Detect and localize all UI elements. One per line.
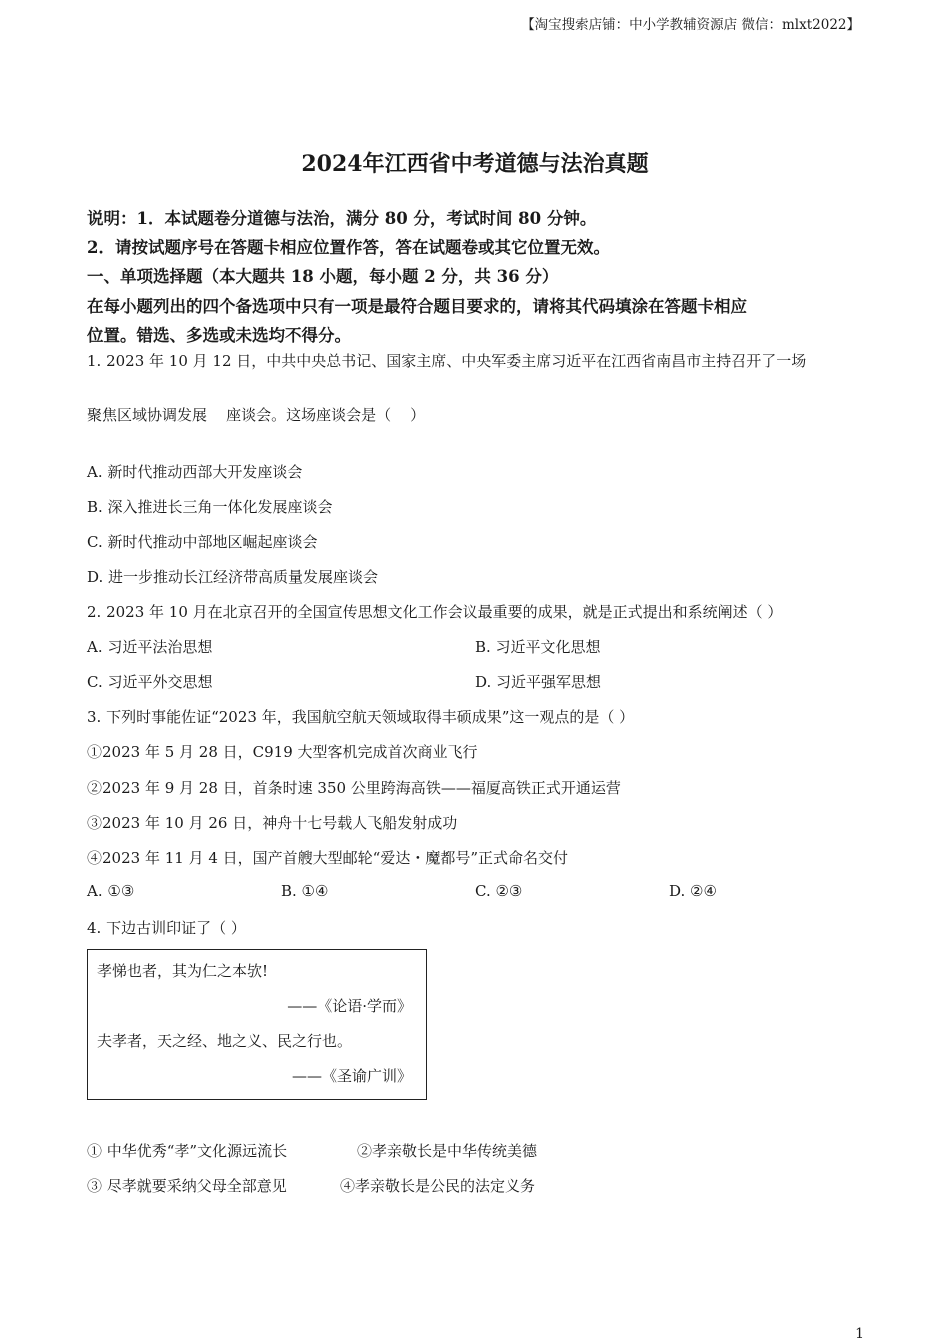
section-heading: 一、单项选择题（本大题共 18 小题，每小题 2 分，共 36 分） xyxy=(87,267,559,286)
q1-stem-line-2: 聚焦区域协调发展 座谈会。这场座谈会是（ ） xyxy=(87,406,426,424)
section-note-line-1: 在每小题列出的四个备选项中只有一项是最符合题目要求的，请将其代码填涂在答题卡相应 xyxy=(87,297,747,316)
page-title: 2024年江西省中考道德与法治真题 xyxy=(301,151,649,177)
q1-option-b: B. 深入推进长三角一体化发展座谈会 xyxy=(87,498,333,516)
q3-statement-1: ①2023 年 5 月 28 日，C919 大型客机完成首次商业飞行 xyxy=(87,743,478,761)
quote-box xyxy=(87,949,427,1100)
q3-statement-3: ③2023 年 10 月 26 日，神舟十七号载人飞船发射成功 xyxy=(87,814,458,832)
q4-stem: 4. 下边古训印证了（ ） xyxy=(87,919,246,937)
q2-stem: 2. 2023 年 10 月在北京召开的全国宣传思想文化工作会议最重要的成果，就是正式提出和系统阐述（ ） xyxy=(87,603,783,621)
q3-option-d: D. ②④ xyxy=(669,882,717,900)
q3-option-b: B. ①④ xyxy=(281,882,329,900)
q1-stem-line-1: 1. 2023 年 10 月 12 日，中共中央总书记、国家主席、中央军委主席习近平在江西省南昌市主持召开了一场 xyxy=(87,352,807,370)
q4-choice-1: ① 中华优秀“孝”文化源远流长 xyxy=(87,1142,288,1160)
section-note-line-2: 位置。错选、多选或未选均不得分。 xyxy=(87,326,351,345)
instruction-line-2: 2．请按试题序号在答题卡相应位置作答，答在试题卷或其它位置无效。 xyxy=(87,238,610,257)
q3-option-a: A. ①③ xyxy=(87,882,135,900)
q1-option-a: A. 新时代推动西部大开发座谈会 xyxy=(87,463,303,481)
q4-choice-2: ②孝亲敬长是中华传统美德 xyxy=(357,1142,538,1160)
q3-statement-2: ②2023 年 9 月 28 日，首条时速 350 公里跨海高铁——福厦高铁正式开通运营 xyxy=(87,779,621,797)
quote-line-2: 夫孝者，天之经、地之义、民之行也。 xyxy=(97,1032,353,1050)
instruction-line-1: 说明：1．本试题卷分道德与法治，满分 80 分，考试时间 80 分钟。 xyxy=(87,209,597,228)
q2-option-a: A. 习近平法治思想 xyxy=(87,638,213,656)
page-number: 1 xyxy=(855,1326,864,1342)
q3-option-c: C. ②③ xyxy=(475,882,523,900)
quote-line-1: 孝悌也者，其为仁之本欤! xyxy=(97,962,269,980)
q4-choice-4: ④孝亲敬长是公民的法定义务 xyxy=(340,1177,536,1195)
quote-source-1: ——《论语·学而》 xyxy=(287,997,412,1015)
q2-option-d: D. 习近平强军思想 xyxy=(475,673,602,691)
q2-option-c: C. 习近平外交思想 xyxy=(87,673,213,691)
q4-choice-3: ③ 尽孝就要采纳父母全部意见 xyxy=(87,1177,287,1195)
q3-statement-4: ④2023 年 11 月 4 日，国产首艘大型邮轮“爱达・魔都号”正式命名交付 xyxy=(87,849,568,867)
header-shop-note: 【淘宝搜索店铺：中小学教辅资源店 微信：mlxt2022】 xyxy=(521,17,860,33)
q1-option-d: D. 进一步推动长江经济带高质量发展座谈会 xyxy=(87,568,379,586)
q1-option-c: C. 新时代推动中部地区崛起座谈会 xyxy=(87,533,318,551)
q2-option-b: B. 习近平文化思想 xyxy=(475,638,601,656)
q3-stem: 3. 下列时事能佐证“2023 年，我国航空航天领域取得丰硕成果”这一观点的是（ ） xyxy=(87,708,635,726)
quote-source-2: ——《圣谕广训》 xyxy=(291,1067,412,1085)
